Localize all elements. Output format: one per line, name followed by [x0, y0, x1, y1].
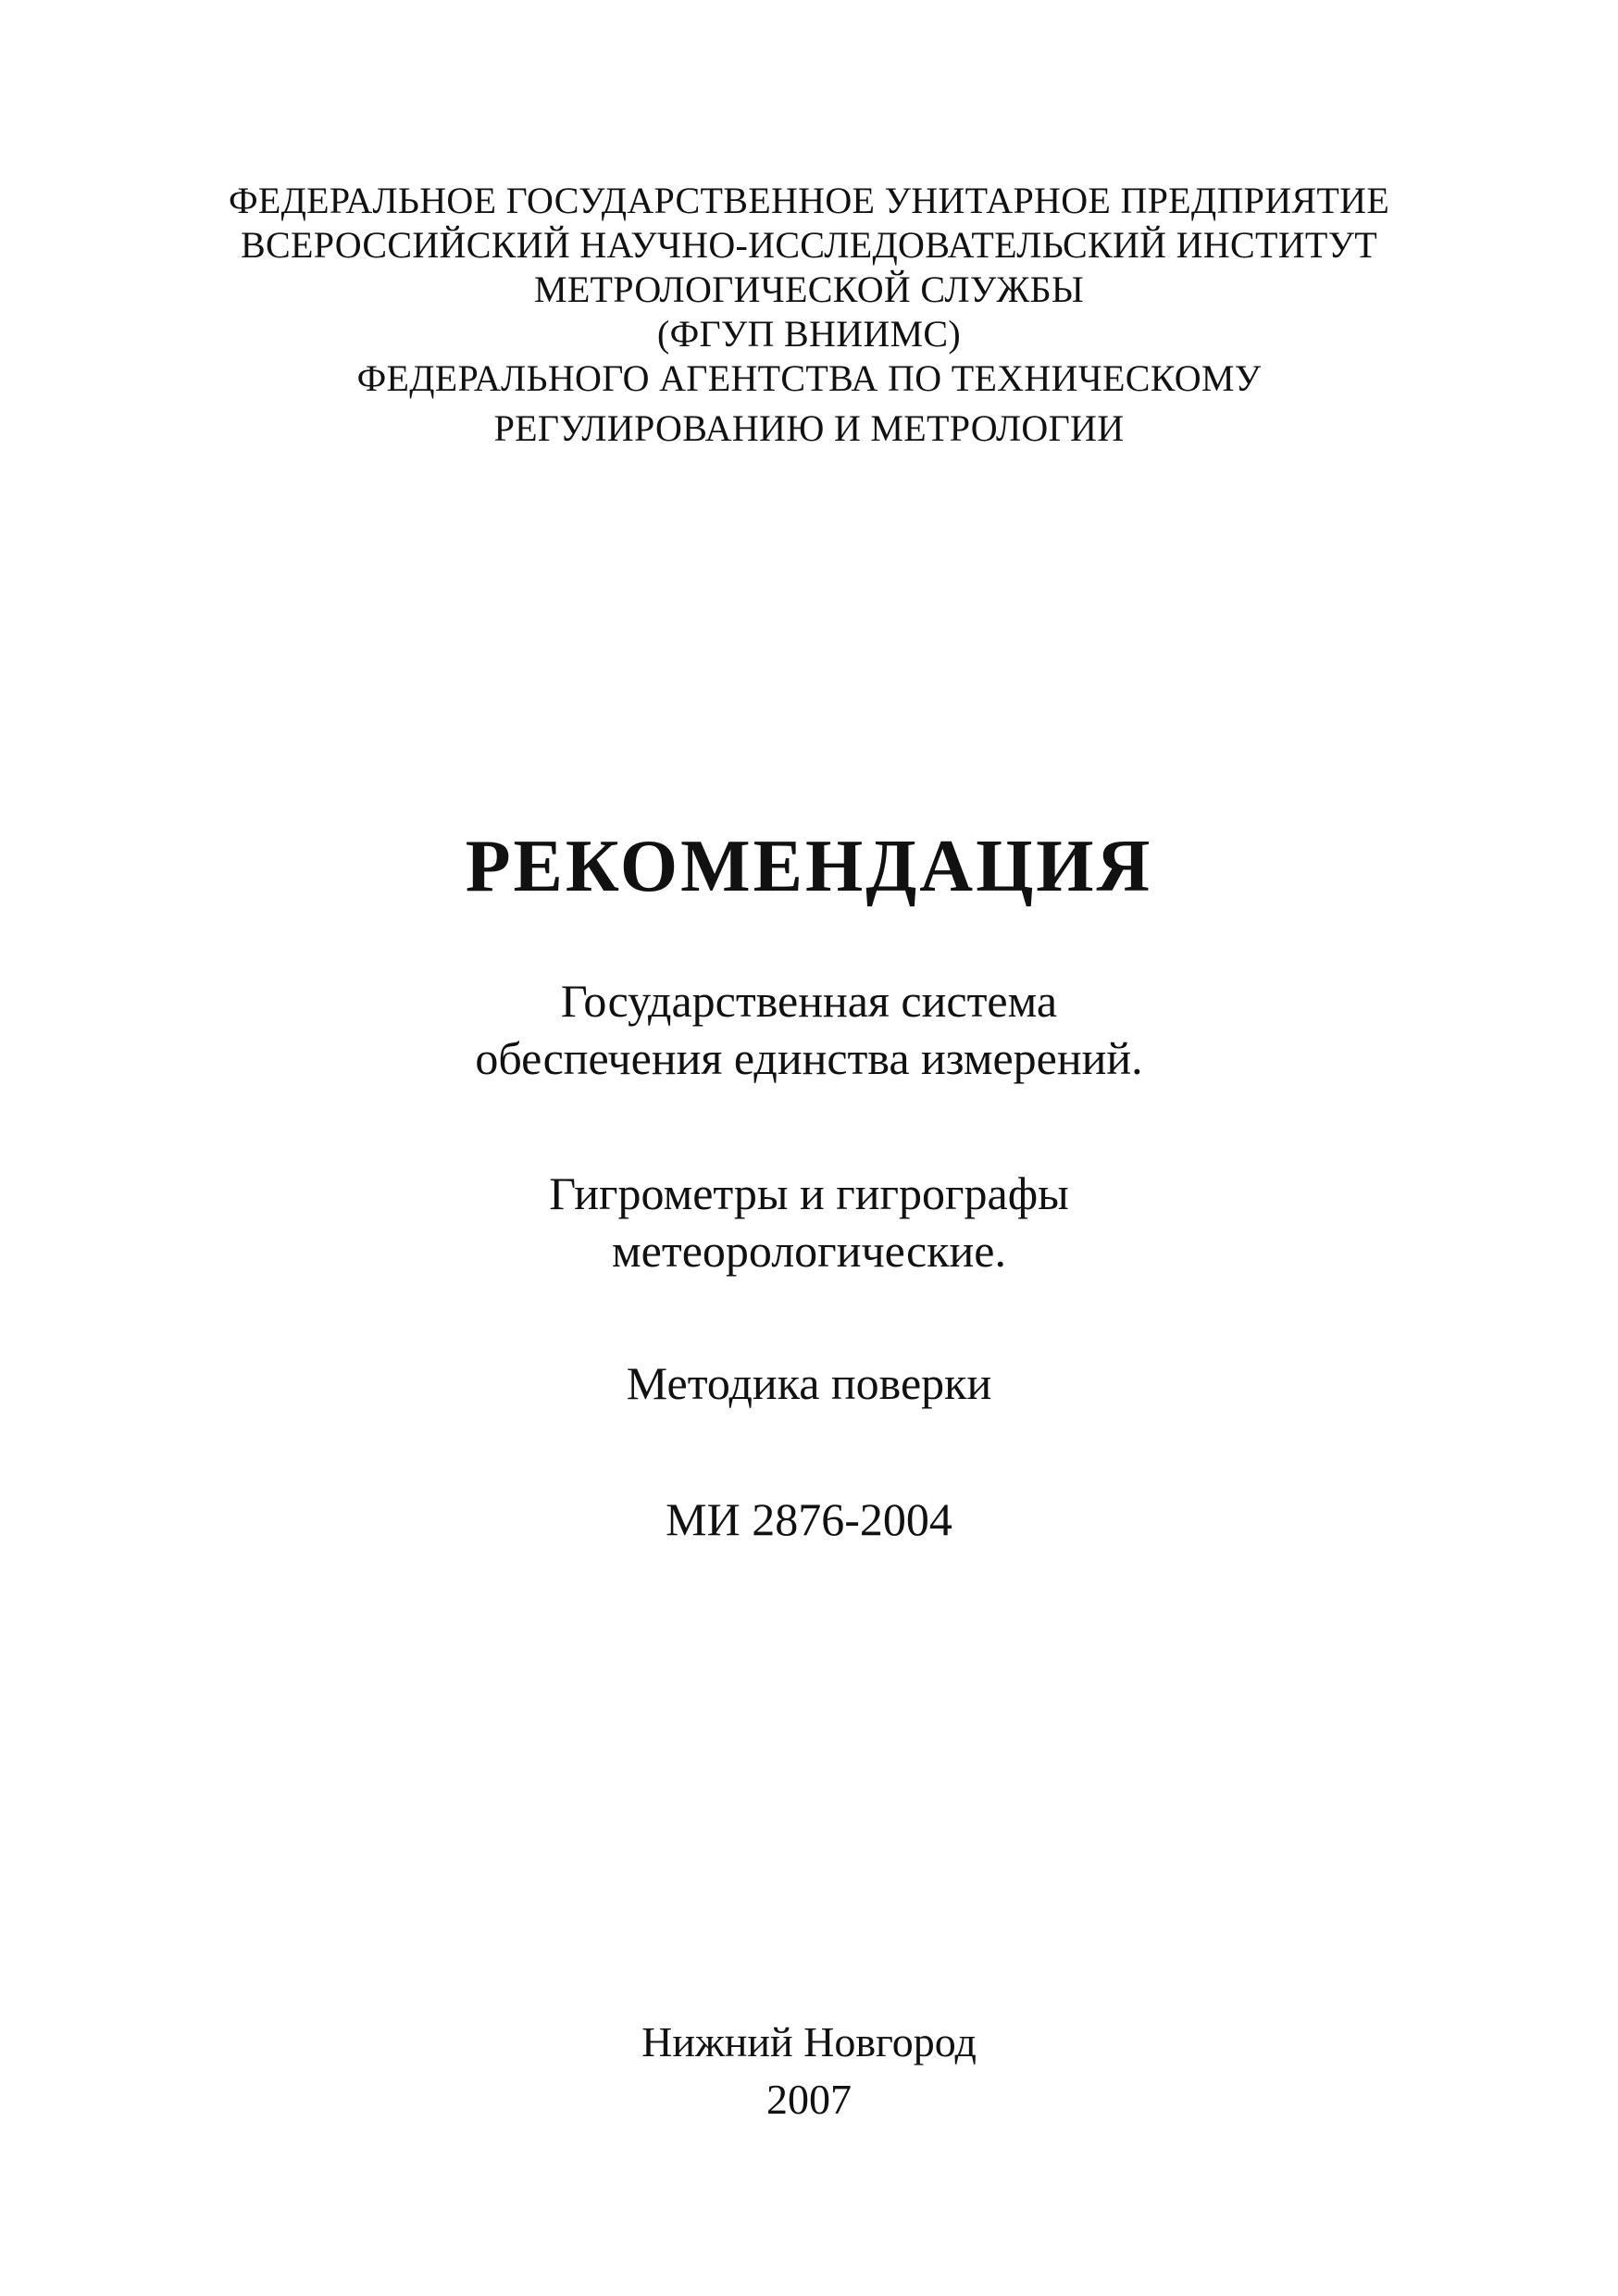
imprint-city: Нижний Новгород [641, 2018, 977, 2065]
subtitle-line: обеспечения единства измерений. [475, 1032, 1143, 1084]
imprint [0, 2014, 1618, 2128]
organization-header [0, 179, 1618, 451]
organization-line: РЕГУЛИРОВАНИЮ И МЕТРОЛОГИИ [493, 407, 1125, 449]
organization-line: ФЕДЕРАЛЬНОГО АГЕНТСТВА ПО ТЕХНИЧЕСКОМУ [356, 357, 1262, 399]
organization-line: ВСЕРОССИЙСКИЙ НАУЧНО-ИССЛЕДОВАТЕЛЬСКИЙ ИНСТИТУТ [241, 224, 1377, 266]
product-line: метеорологические. [612, 1225, 1006, 1277]
organization-line: (ФГУП ВНИИМС) [656, 313, 962, 355]
document-subtitle [0, 972, 1618, 1087]
document-type-title: РЕКОМЕНДАЦИЯ [465, 826, 1153, 907]
organization-line: ФЕДЕРАЛЬНОЕ ГОСУДАРСТВЕННОЕ УНИТАРНОЕ ПРЕДПРИЯТИЕ [228, 180, 1390, 221]
method-title: Методика поверки [626, 1357, 992, 1409]
product-title [0, 1165, 1618, 1279]
document-code: МИ 2876-2004 [666, 1493, 952, 1545]
product-line: Гигрометры и гигрографы [549, 1167, 1069, 1219]
imprint-year: 2007 [766, 2076, 852, 2123]
organization-line: МЕТРОЛОГИЧЕСКОЙ СЛУЖБЫ [533, 268, 1085, 310]
subtitle-line: Государственная система [560, 975, 1058, 1027]
